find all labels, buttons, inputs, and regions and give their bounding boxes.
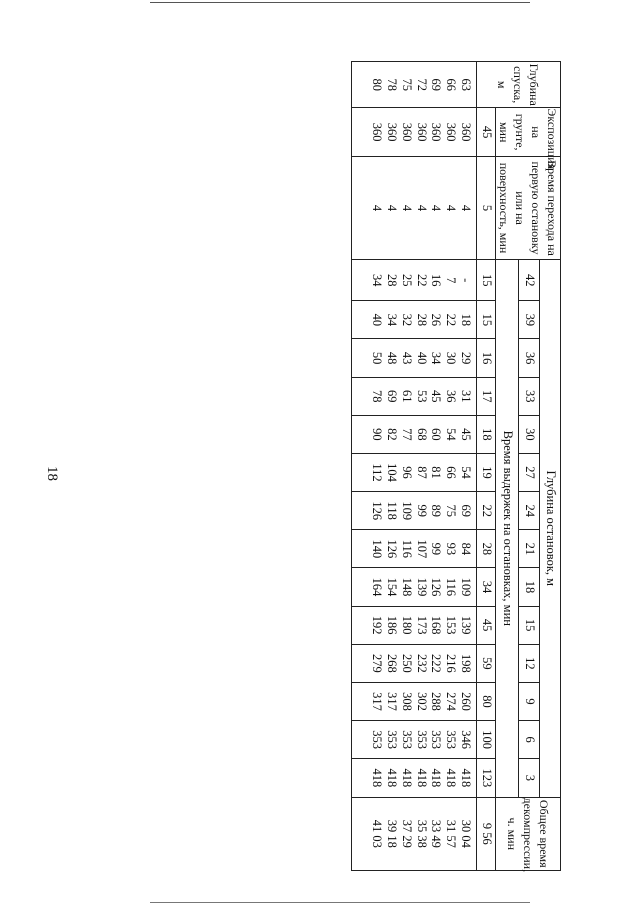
- table-cell: 35 38: [414, 819, 429, 848]
- hold-subvalue: 45: [477, 606, 496, 644]
- table-cell: 22: [444, 313, 459, 327]
- table-cell: 274: [444, 692, 459, 711]
- table-cell: 353: [370, 730, 385, 749]
- table-cell: 34: [429, 351, 444, 365]
- table-cell: 45: [429, 389, 444, 403]
- top-rule: [150, 2, 530, 3]
- table-cell: 360: [370, 122, 385, 142]
- table-cell: 75: [444, 504, 459, 517]
- table-cell: 418: [429, 768, 444, 788]
- hold-subvalue: 15: [477, 260, 496, 301]
- stop-depth: 9: [519, 682, 540, 720]
- table-cell: 81: [429, 466, 444, 479]
- table-cell: 40: [370, 313, 385, 327]
- table-cell: 89: [429, 504, 444, 517]
- page-number: 18: [44, 466, 60, 481]
- table-cell: 418: [399, 768, 414, 788]
- table-cell: 360: [444, 122, 459, 142]
- table-cell: 346: [459, 730, 473, 749]
- hold-column: [352, 759, 477, 797]
- table-cell: 353: [444, 730, 459, 749]
- table-cell: 308: [399, 692, 414, 711]
- table-cell: 317: [385, 692, 400, 711]
- table-cell: 168: [429, 615, 444, 635]
- table-cell: 302: [414, 692, 429, 711]
- stop-depth: 39: [519, 301, 540, 339]
- table-cell: 53: [414, 389, 429, 403]
- transition-header: Время перехода на первую остановку или на поверхность, мин: [496, 156, 561, 259]
- table-cell: 418: [444, 768, 459, 788]
- hold-subvalue: 100: [477, 721, 496, 759]
- table-cell: 418: [414, 768, 429, 788]
- table-cell: 360: [414, 122, 429, 142]
- table-cell: 48: [385, 351, 400, 365]
- hold-column: [352, 644, 477, 682]
- stop-depth: 12: [519, 644, 540, 682]
- table-cell: 34: [370, 273, 385, 287]
- hold-subvalue: 17: [477, 377, 496, 415]
- table-cell: 32: [399, 313, 414, 327]
- transition-subvalue: 5: [477, 156, 496, 259]
- table-cell: 126: [429, 577, 444, 597]
- stop-depth: 3: [519, 759, 540, 797]
- hold-subvalue: 34: [477, 568, 496, 606]
- holds-header: Время выдержек на остановках, мин: [496, 260, 519, 797]
- table-cell: 112: [370, 463, 385, 482]
- hold-column: [352, 568, 477, 606]
- hold-subvalue: 15: [477, 301, 496, 339]
- table-cell: 7: [444, 277, 459, 284]
- table-cell: 116: [399, 539, 414, 558]
- table-cell: 45: [459, 428, 473, 441]
- table-cell: 69: [459, 504, 473, 517]
- hold-column: [352, 530, 477, 568]
- hold-column: [352, 377, 477, 415]
- table-cell: 279: [370, 653, 385, 673]
- table-cell: 360: [429, 122, 444, 142]
- transition-column: [352, 156, 477, 259]
- table-cell: 192: [370, 615, 385, 635]
- table-cell: 61: [399, 389, 414, 403]
- table-cell: 25: [399, 273, 414, 287]
- stop-depth: 33: [519, 377, 540, 415]
- table-cell: 78: [385, 78, 400, 91]
- hold-column: [352, 682, 477, 720]
- table-cell: 154: [385, 577, 400, 597]
- table-cell: 109: [459, 577, 473, 597]
- table-cell: 80: [370, 78, 385, 91]
- table-cell: 268: [385, 653, 400, 673]
- table-cell: 126: [370, 501, 385, 521]
- hold-subvalue: 28: [477, 530, 496, 568]
- table-cell: 4: [385, 204, 400, 212]
- table-cell: 31: [459, 389, 473, 403]
- table-cell: 75: [399, 78, 414, 91]
- table-cell: 78: [370, 389, 385, 403]
- hold-column: [352, 260, 477, 301]
- total-subvalue: 9 56: [477, 797, 496, 870]
- stop-depth: 42: [519, 260, 540, 301]
- table-cell: 26: [429, 313, 444, 327]
- exposure-header: Экспозиция на грунте, мин: [497, 108, 559, 170]
- table-cell: 126: [385, 539, 400, 559]
- table-cell: 60: [429, 428, 444, 441]
- table-cell: 104: [385, 463, 400, 482]
- stop-depth: 36: [519, 339, 540, 377]
- table-cell: 186: [385, 615, 400, 635]
- depth-column: [352, 62, 477, 108]
- table-cell: 173: [414, 615, 429, 635]
- table-cell: 63: [459, 78, 473, 91]
- stops-header: Глубина остановок, м: [540, 260, 561, 797]
- stop-depth: 21: [519, 530, 540, 568]
- table-cell: 99: [414, 504, 429, 517]
- table-cell: 222: [429, 653, 444, 673]
- hold-subvalue: 123: [477, 759, 496, 797]
- table-cell: 360: [399, 122, 414, 142]
- stop-depth: 15: [519, 606, 540, 644]
- table-cell: 4: [370, 204, 385, 212]
- table-cell: 96: [399, 466, 414, 479]
- hold-subvalue: 19: [477, 453, 496, 491]
- stop-depth: 18: [519, 568, 540, 606]
- table-cell: 260: [459, 692, 473, 711]
- table-cell: 353: [414, 730, 429, 749]
- table-cell: 118: [385, 501, 400, 520]
- table-cell: 353: [385, 730, 400, 749]
- table-cell: 77: [399, 428, 414, 441]
- exposure-column: [352, 108, 477, 156]
- table-cell: 148: [399, 577, 414, 597]
- hold-subvalue: 22: [477, 492, 496, 530]
- table-cell: 41 03: [370, 819, 385, 848]
- table-cell: 29: [459, 351, 473, 365]
- table-cell: 164: [370, 577, 385, 597]
- table-cell: 232: [414, 653, 429, 673]
- table-cell: 28: [385, 273, 400, 287]
- hold-column: [352, 301, 477, 339]
- table-cell: 107: [414, 539, 429, 559]
- table-cell: 22: [414, 273, 429, 287]
- stop-depth: 24: [519, 492, 540, 530]
- table-cell: 99: [429, 542, 444, 556]
- hold-column: [352, 453, 477, 491]
- table-cell: 66: [444, 78, 459, 91]
- table-cell: 54: [459, 466, 473, 479]
- table-cell: 87: [414, 466, 429, 479]
- hold-column: [352, 415, 477, 453]
- table-cell: 4: [414, 204, 429, 212]
- table-cell: 30: [444, 351, 459, 365]
- table-cell: 139: [414, 577, 429, 597]
- table-cell: 39 18: [385, 819, 400, 848]
- exposure-subvalue: 45: [477, 108, 496, 156]
- table-cell: 69: [429, 78, 444, 91]
- table-cell: 93: [444, 542, 459, 556]
- table-cell: 50: [370, 351, 385, 365]
- table-cell: 82: [385, 428, 400, 441]
- decompression-table: [351, 61, 561, 871]
- total-column: [352, 797, 477, 870]
- table-cell: 4: [399, 204, 414, 212]
- table-cell: 360: [385, 122, 400, 142]
- table-cell: 16: [429, 273, 444, 287]
- table-cell: 30 04: [459, 819, 473, 848]
- table-cell: 90: [370, 428, 385, 441]
- table-cell: 66: [444, 466, 459, 479]
- table-cell: 4: [459, 204, 473, 212]
- table-cell: 69: [385, 389, 400, 403]
- table-cell: 153: [444, 615, 459, 635]
- table-cell: 43: [399, 351, 414, 365]
- table-cell: 418: [459, 768, 473, 788]
- table-cell: 72: [414, 78, 429, 91]
- table-cell: 418: [385, 768, 400, 788]
- bottom-rule: [150, 902, 530, 903]
- table-cell: 18: [459, 313, 473, 327]
- table-cell: 140: [370, 539, 385, 559]
- table-cell: 180: [399, 615, 414, 635]
- table-cell: 34: [385, 313, 400, 327]
- stop-depth: 6: [519, 721, 540, 759]
- table-cell: 353: [399, 730, 414, 749]
- table-cell: 68: [414, 428, 429, 441]
- table-cell: 40: [414, 351, 429, 365]
- table-cell: 33 49: [429, 819, 444, 848]
- table-cell: 84: [459, 542, 473, 556]
- stop-depth: 30: [519, 415, 540, 453]
- table-cell: 139: [459, 615, 473, 635]
- hold-subvalue: 16: [477, 339, 496, 377]
- hold-column: [352, 339, 477, 377]
- table-cell: 36: [444, 389, 459, 403]
- hold-column: [352, 492, 477, 530]
- table-cell: 216: [444, 653, 459, 673]
- table-cell: 37 29: [399, 819, 414, 848]
- table-cell: 28: [414, 313, 429, 327]
- hold-subvalue: 80: [477, 682, 496, 720]
- table-cell: 31 57: [444, 819, 459, 848]
- table-cell: 54: [444, 428, 459, 441]
- decompression-table-container: [351, 61, 561, 871]
- hold-column: [352, 721, 477, 759]
- table-cell: 4: [444, 204, 459, 212]
- hold-subvalue: 18: [477, 415, 496, 453]
- stop-depth: 27: [519, 453, 540, 491]
- table-cell: 288: [429, 692, 444, 711]
- table-cell: -: [459, 278, 473, 283]
- table-cell: 418: [370, 768, 385, 788]
- total-header: Общее время декомпрессии, ч. мин: [496, 797, 561, 870]
- hold-subvalue: 59: [477, 644, 496, 682]
- table-cell: 353: [429, 730, 444, 749]
- table-cell: 4: [429, 204, 444, 212]
- table-cell: 250: [399, 653, 414, 673]
- table-cell: 116: [444, 577, 459, 597]
- hold-column: [352, 606, 477, 644]
- table-cell: 317: [370, 692, 385, 711]
- table-cell: 109: [399, 501, 414, 521]
- table-cell: 360: [459, 122, 473, 142]
- depth-header: Глубина спуска, м: [477, 62, 561, 108]
- table-cell: 198: [459, 653, 473, 673]
